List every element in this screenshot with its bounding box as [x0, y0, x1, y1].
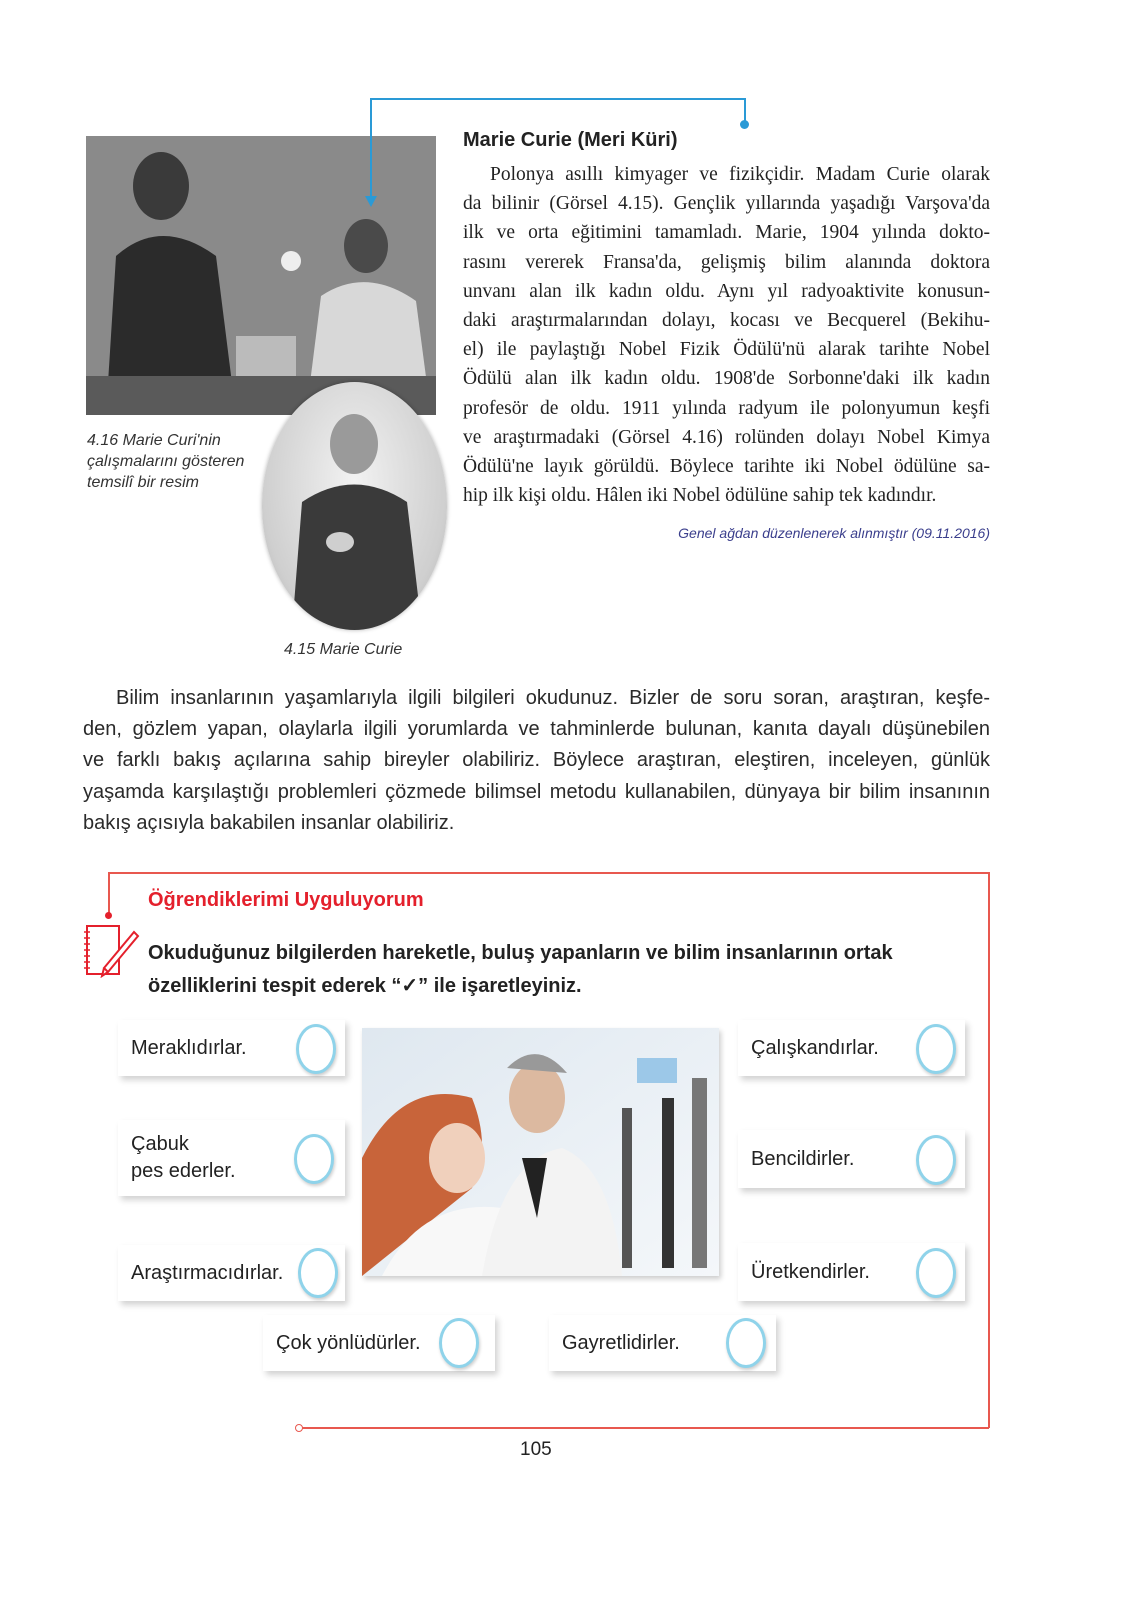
bio-line: Ödülü'ne layık görüldü. Böylece tarihte iki Nobel ödülüne sa- — [463, 456, 990, 477]
lab-caption — [87, 430, 244, 493]
caption-line: 4.16 Marie Curi'nin — [87, 432, 221, 449]
option-curious[interactable] — [118, 1020, 345, 1076]
option-label: Üretkendirler. — [751, 1260, 870, 1283]
activity-frame-bottom — [300, 1427, 989, 1429]
option-researchers[interactable] — [118, 1245, 345, 1301]
bio-line: Polonya asıllı kimyager ve fizikçidir. Madam Curie olarak — [490, 164, 990, 185]
lab-scene-icon — [86, 136, 436, 415]
body-line: ve farklı bakış açılarına sahip bireyler olabiliriz. Böylece araştıran, eleştiren, inceleyen, günlük — [83, 749, 990, 772]
option-label: Çabuk — [131, 1133, 189, 1155]
instruction-line: Okuduğunuz bilgilerden hareketle, buluş yapanların ve bilim insanlarının ortak — [148, 942, 893, 964]
option-label: Çok yönlüdürler. — [276, 1331, 421, 1354]
option-label: pes ederler. — [131, 1160, 236, 1182]
option-label: Araştırmacıdırlar. — [131, 1261, 284, 1284]
bio-line: ve araştırmadaki (Görsel 4.16) rolünden dolayı Nobel Kimya — [463, 426, 990, 448]
activity-frame-right — [988, 872, 990, 1428]
option-label: Meraklıdırlar. — [131, 1036, 247, 1059]
option-productive[interactable] — [738, 1243, 965, 1301]
checkbox-circle[interactable] — [296, 1024, 336, 1074]
body-line: yaşamda karşılaştığı problemleri çözmede bilimsel metodu kullanabilen, dünyaya bir bilim insanının — [83, 780, 990, 803]
checkbox-circle[interactable] — [726, 1318, 766, 1368]
checkbox-circle[interactable] — [916, 1024, 956, 1074]
arrow-down-icon — [365, 196, 377, 207]
option-label: Gayretlidirler. — [562, 1331, 680, 1354]
bio-line: rasını vererek Fransa'da, gelişmiş bilim alanında doktora — [463, 251, 990, 273]
bio-source: Genel ağdan düzenlenerek alınmıştır (09.11.2016) — [678, 525, 990, 541]
portrait-caption: 4.15 Marie Curie — [284, 641, 403, 658]
checkbox-circle[interactable] — [916, 1248, 956, 1298]
option-selfish[interactable] — [738, 1130, 965, 1188]
option-versatile[interactable] — [263, 1315, 495, 1371]
blue-dot — [740, 120, 749, 129]
portrait-figure-icon — [262, 382, 447, 630]
activity-instruction — [148, 937, 893, 1003]
bio-line: da bilinir (Görsel 4.15). Gençlik yıllarında yaşadığı Varşova'da — [463, 193, 990, 215]
body-line: den, gözlem yapan, olaylarla ilgili yorumlarda ve tahminlerde bulunan, kanıta dayalı düşünebilen — [83, 718, 990, 741]
body-line: bakış açısıyla bakabilen insanlar olabiliriz. — [83, 811, 455, 834]
marie-curie-portrait — [262, 382, 447, 630]
activity-heading: Öğrendiklerimi Uyguluyorum — [148, 889, 424, 911]
bio-line: el) ile paylaştığı Nobel Fizik Ödülü'nü alarak tarihte Nobel — [463, 339, 990, 361]
checkbox-circle[interactable] — [294, 1134, 334, 1184]
frame-dot — [105, 912, 112, 919]
bio-line: Ödülü alan ilk kadın oldu. 1908'de Sorbonne'daki ilk kadın — [463, 368, 990, 390]
frame-end-dot — [295, 1424, 303, 1432]
checkbox-circle[interactable] — [439, 1318, 479, 1368]
blue-connector — [370, 98, 746, 100]
option-diligent[interactable] — [549, 1315, 776, 1371]
activity-frame-left — [108, 872, 110, 914]
activity-frame-top — [108, 872, 989, 874]
bio-line: profesör de oldu. 1911 yılında radyum ile polonyumun keşfi — [463, 397, 990, 419]
option-label: Bencildirler. — [751, 1147, 855, 1170]
option-hardworking[interactable] — [738, 1020, 965, 1076]
blue-connector-left — [370, 98, 372, 198]
lab-illustration — [86, 136, 436, 415]
bio-line: hip ilk kişi oldu. Hâlen iki Nobel ödülüne sahip tek kadındır. — [463, 485, 937, 507]
scientists-scene-icon — [362, 1028, 719, 1276]
option-give-up-quickly[interactable] — [118, 1120, 345, 1196]
caption-line: çalışmalarını gösteren — [87, 453, 245, 470]
checkbox-circle[interactable] — [298, 1248, 338, 1298]
instruction-line: özelliklerini tespit ederek “✓” ile işaretleyiniz. — [148, 975, 582, 997]
option-label: Çalışkandırlar. — [751, 1036, 879, 1059]
body-line: Bilim insanlarının yaşamlarıyla ilgili bilgileri okudunuz. Bizler de soru soran, araştıran, keşfe- — [116, 687, 990, 709]
bio-line: daki araştırmalarından dolayı, kocası ve Becquerel (Bekihu- — [463, 310, 990, 331]
checkbox-circle[interactable] — [916, 1135, 956, 1185]
caption-line: temsilî bir resim — [87, 474, 200, 491]
scientists-photo — [362, 1028, 719, 1276]
page-number: 105 — [520, 1439, 552, 1460]
bio-line: ilk ve orta eğitimini tamamladı. Marie, 1904 yılında dokto- — [463, 222, 990, 244]
bio-line: unvanı alan ilk kadın oldu. Aynı yıl radyoaktivite konusun- — [463, 280, 990, 302]
notebook-pencil-icon — [84, 922, 140, 983]
bio-title: Marie Curie (Meri Küri) — [463, 129, 678, 151]
